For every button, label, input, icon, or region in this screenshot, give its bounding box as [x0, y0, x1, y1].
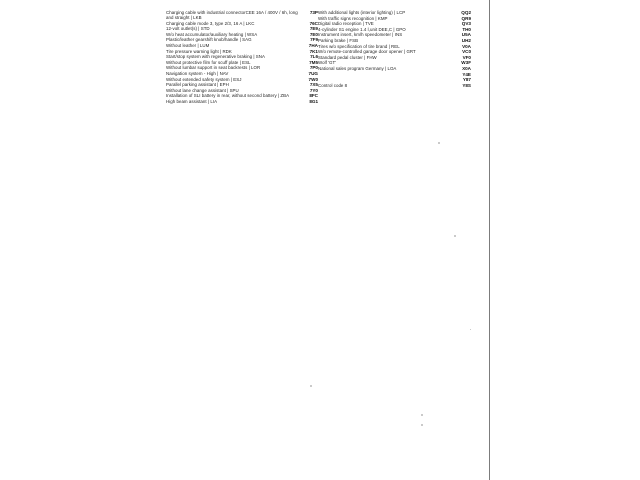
table-row [318, 10, 471, 15]
option-description: Plastic/leather gearshift knob/handle | SAG [166, 37, 252, 43]
option-description: Tires w/o specification of tire brand | REL [318, 43, 400, 49]
option-code: 7UG [308, 70, 318, 76]
option-code-column-left [166, 10, 318, 104]
option-code: 7K1 [309, 48, 318, 54]
page-margin-right [491, 0, 640, 480]
option-code: VF0 [462, 54, 471, 60]
table-row [166, 26, 318, 31]
table-row [318, 66, 471, 71]
table-row [166, 88, 318, 93]
option-description: Without lane change assistant | SPU [166, 87, 239, 93]
option-description: National sales program Germany | LOA [318, 65, 397, 71]
table-row [166, 54, 318, 59]
option-description: Tire pressure warning light | RDK [166, 48, 232, 54]
option-code: 8FC [309, 93, 318, 99]
option-code: 7F9 [310, 37, 318, 43]
option-description: Navigation system - High | NAV [166, 70, 229, 76]
scan-speck [310, 385, 312, 387]
option-code: Y8S [462, 82, 471, 88]
option-code: QQ2 [461, 10, 471, 15]
option-description: W/o heat accumulator/auxiliary heating | WSA [166, 31, 258, 37]
option-code: 7E0 [309, 31, 318, 37]
table-row [166, 43, 318, 48]
table-row [318, 72, 471, 77]
option-code: 7X5 [309, 82, 318, 88]
option-description: Digital radio reception | TVE [318, 21, 374, 27]
option-code-column-right [318, 10, 471, 88]
table-row [166, 93, 318, 98]
option-code: 7E9 [309, 26, 318, 32]
option-code-table [166, 10, 471, 104]
option-code: 7L6 [310, 54, 318, 60]
table-row [318, 27, 471, 32]
table-row [318, 32, 471, 37]
scan-speck [421, 424, 423, 426]
option-code: 73P [309, 10, 318, 15]
option-code: 7HA [308, 42, 318, 48]
page-edge-rule [489, 0, 490, 480]
option-description: Parking brake | FSB [318, 37, 359, 43]
table-row [166, 82, 318, 87]
option-code: TH0 [462, 26, 471, 32]
option-code: 7P0 [309, 65, 318, 71]
table-row [318, 60, 471, 65]
option-description: With traffic signs recognition | KMP [318, 15, 388, 21]
option-description: Instrument insert, km/h speedometer | INS [318, 32, 403, 38]
option-code: 8G1 [309, 98, 318, 104]
option-description: Without extended safety system | ESJ [166, 76, 242, 82]
option-code: 7W0 [308, 76, 318, 82]
table-row [318, 77, 471, 82]
table-row [166, 37, 318, 42]
option-code: UH2 [461, 37, 471, 43]
option-description: W/o remote-controlled garage door opener | GRT [318, 49, 416, 55]
option-description: Parallel parking assistant | EPH [166, 82, 229, 88]
table-row [166, 10, 318, 20]
option-code: X0A [462, 65, 471, 71]
option-description: With additional lights (interior lighting) | LCP [318, 10, 406, 15]
table-row [318, 55, 471, 60]
option-code: U5A [461, 32, 471, 38]
option-description: 4-cylinder S1 engine 1.4 l,unit DEE,C | GPO [318, 26, 406, 32]
option-code: Y4E [462, 71, 471, 77]
table-row [166, 99, 318, 104]
option-description: Charging cable mode 3, type 2/3, 16 A | LKC [166, 20, 255, 26]
option-code: 7Y0 [309, 87, 318, 93]
table-row [318, 83, 471, 88]
table-row [166, 65, 318, 70]
option-code: VC0 [462, 49, 471, 55]
table-row [166, 60, 318, 65]
table-row [318, 44, 471, 49]
option-code: QR9 [461, 15, 471, 21]
table-row [318, 21, 471, 26]
option-description: Without leather | LUM [166, 42, 210, 48]
option-code: 7M5 [309, 59, 318, 65]
table-row [166, 71, 318, 76]
option-code: W3F [461, 60, 471, 66]
scan-speck [454, 235, 456, 237]
option-description: High beam assistant | LIA [166, 98, 218, 104]
option-description: Start/stop system with regenerative braking | SNA [166, 54, 265, 60]
table-row [318, 16, 471, 21]
scan-speck [421, 414, 423, 416]
option-description: Wolf 'GT' [318, 60, 337, 66]
table-row [166, 49, 318, 54]
option-description: Charging cable with industrial connectorCEE 16A / 400V / 6h, long and straight | LKB [166, 10, 298, 21]
option-description: Control code 8 [318, 82, 348, 88]
option-description: 12-volt outlet(s) | STD [166, 26, 210, 32]
scan-speck [470, 329, 471, 330]
table-row [166, 77, 318, 82]
table-row [318, 38, 471, 43]
scan-speck [438, 142, 440, 144]
option-description: Without lumbar support in seat backrests | LOR [166, 65, 261, 71]
table-row [166, 32, 318, 37]
option-code: V0A [462, 43, 471, 49]
option-description: Installation of SLI battery in rear, without second battery | ZBA [166, 93, 290, 99]
table-row [318, 49, 471, 54]
option-code: Y87 [462, 77, 471, 83]
option-description: Without protective film for scuff plate | ESL [166, 59, 251, 65]
option-description: Standard pedal cluster | FHW [318, 54, 377, 60]
option-code: 76C [309, 20, 318, 26]
option-code: QV3 [461, 21, 471, 27]
table-row [166, 21, 318, 26]
